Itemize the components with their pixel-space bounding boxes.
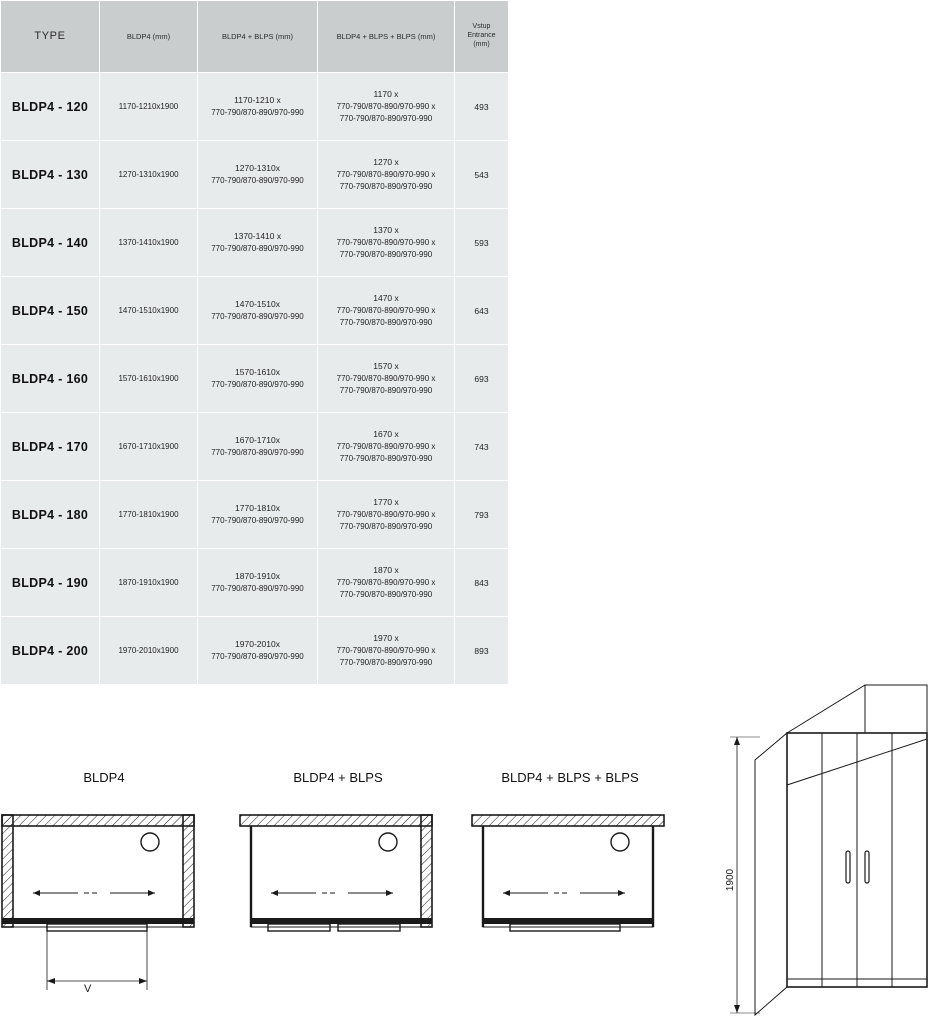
cell-type: BLDP4 - 200: [1, 617, 100, 685]
cell-line: 770-790/870-890/970-990: [339, 521, 433, 531]
cell-bldp4-blps: [198, 209, 318, 277]
cell-line: 770-790/870-890/970-990 x: [336, 373, 436, 383]
cell-entrance: 543: [455, 141, 509, 209]
table-row: [1, 413, 509, 481]
cell-line: 1670 x: [373, 429, 399, 440]
cell-line: 770-790/870-890/970-990 x: [336, 441, 436, 451]
cell-bldp4-blps-blps: [318, 277, 455, 345]
cell-bldp4-blps-blps: [318, 209, 455, 277]
cell-line: 1270 x: [373, 157, 399, 168]
cell-bldp4-blps-blps: [318, 345, 455, 413]
cell-line: 1770-1810x: [235, 503, 280, 514]
cell-bldp4-blps: [198, 277, 318, 345]
cell-bldp4-blps-blps: [318, 617, 455, 685]
cell-line: 770-790/870-890/970-990 x: [336, 509, 436, 519]
cell-line: 1870-1910x: [235, 571, 280, 582]
cell-bldp4: 1670-1710x1900: [100, 413, 198, 481]
diagram-bldp4-blps-blps-svg: [470, 785, 670, 985]
table-row: [1, 481, 509, 549]
cell-line: 770-790/870-890/970-990: [339, 249, 433, 259]
diagram-bldp4-blps: [238, 770, 438, 985]
cell-line: 770-790/870-890/970-990 x: [336, 169, 436, 179]
cell-line: 770-790/870-890/970-990 x: [336, 101, 436, 111]
cell-line: 1470 x: [373, 293, 399, 304]
cell-line: 770-790/870-890/970-990: [211, 311, 304, 321]
cell-line: 770-790/870-890/970-990 x: [336, 305, 436, 315]
cell-line: 770-790/870-890/970-990: [339, 317, 433, 327]
cell-line: 770-790/870-890/970-990: [211, 175, 304, 185]
cell-line: 1670-1710x: [235, 435, 280, 446]
cell-bldp4-blps: [198, 345, 318, 413]
cell-entrance: 593: [455, 209, 509, 277]
cell-line: 770-790/870-890/970-990: [211, 379, 304, 389]
table-header: [1, 1, 509, 73]
isometric-view-svg: [715, 675, 942, 1024]
cell-type: BLDP4 - 120: [1, 73, 100, 141]
table-row: [1, 141, 509, 209]
cell-line: 1970-2010x: [235, 639, 280, 650]
cell-bldp4-blps: [198, 617, 318, 685]
cell-entrance: 893: [455, 617, 509, 685]
entrance-header-line-1: Vstup: [472, 23, 491, 31]
cell-type: BLDP4 - 150: [1, 277, 100, 345]
cell-line: 770-790/870-890/970-990: [339, 113, 433, 123]
cell-line: 1870 x: [373, 565, 399, 576]
cell-line: 770-790/870-890/970-990: [339, 589, 433, 599]
cell-line: 1270-1310x: [235, 163, 280, 174]
table-body: [1, 73, 509, 685]
cell-line: 1170-1210 x: [234, 95, 281, 106]
cell-bldp4: 1470-1510x1900: [100, 277, 198, 345]
cell-entrance: 843: [455, 549, 509, 617]
table-row: [1, 209, 509, 277]
cell-entrance: 643: [455, 277, 509, 345]
cell-bldp4-blps-blps: [318, 549, 455, 617]
cell-bldp4-blps: [198, 73, 318, 141]
cell-line: 770-790/870-890/970-990: [211, 107, 304, 117]
cell-line: 770-790/870-890/970-990: [211, 243, 304, 253]
diagram-caption: BLDP4 + BLPS: [293, 770, 383, 785]
cell-type: BLDP4 - 180: [1, 481, 100, 549]
cell-line: 770-790/870-890/970-990 x: [336, 577, 436, 587]
cell-line: 770-790/870-890/970-990: [339, 181, 433, 191]
isometric-view: [715, 675, 942, 1024]
cell-bldp4-blps-blps: [318, 481, 455, 549]
cell-bldp4: 1870-1910x1900: [100, 549, 198, 617]
cell-line: 1370-1410 x: [233, 231, 282, 242]
cell-bldp4-blps: [198, 481, 318, 549]
cell-line: 1370 x: [373, 225, 399, 236]
cell-bldp4: 1370-1410x1900: [100, 209, 198, 277]
cell-line: 1170 x: [373, 89, 399, 100]
cell-bldp4-blps: [198, 549, 318, 617]
cell-bldp4-blps: [198, 413, 318, 481]
column-header-bldp4: BLDP4 (mm): [100, 1, 198, 73]
cell-line: 1770 x: [373, 497, 399, 508]
cell-type: BLDP4 - 130: [1, 141, 100, 209]
column-header-bldp4-blps: BLDP4 + BLPS (mm): [198, 1, 318, 73]
cell-bldp4-blps-blps: [318, 73, 455, 141]
cell-line: 770-790/870-890/970-990: [211, 515, 304, 525]
column-header-bldp4-blps-blps: BLDP4 + BLPS + BLPS (mm): [318, 1, 455, 73]
height-dimension-label: 1900: [725, 868, 736, 892]
specification-table: [0, 0, 509, 685]
cell-line: 770-790/870-890/970-990: [211, 447, 304, 457]
cell-line: 1570 x: [373, 361, 399, 372]
cell-type: BLDP4 - 160: [1, 345, 100, 413]
cell-entrance: 493: [455, 73, 509, 141]
cell-bldp4: 1770-1810x1900: [100, 481, 198, 549]
entrance-header-line-3: (mm): [473, 40, 490, 48]
diagram-bldp4-blps-blps: [470, 770, 670, 985]
diagram-caption: BLDP4: [83, 770, 125, 785]
cell-line: 770-790/870-890/970-990 x: [336, 645, 436, 655]
cell-entrance: 693: [455, 345, 509, 413]
cell-line: 770-790/870-890/970-990: [339, 385, 433, 395]
table-row: [1, 277, 509, 345]
cell-bldp4-blps-blps: [318, 413, 455, 481]
cell-line: 770-790/870-890/970-990: [339, 453, 433, 463]
cell-line: 770-790/870-890/970-990: [339, 657, 433, 667]
table-header-row: [1, 1, 509, 73]
column-header-entrance: [455, 1, 509, 73]
cell-bldp4: 1170-1210x1900: [100, 73, 198, 141]
table-row: [1, 345, 509, 413]
diagram-bldp4-blps-svg: [238, 785, 438, 985]
plan-diagrams: [0, 770, 720, 1024]
entrance-dimension-label-1: V: [84, 983, 92, 995]
cell-type: BLDP4 - 170: [1, 413, 100, 481]
cell-bldp4: 1570-1610x1900: [100, 345, 198, 413]
cell-type: BLDP4 - 190: [1, 549, 100, 617]
diagram-caption: BLDP4 + BLPS + BLPS: [501, 770, 639, 785]
cell-line: 770-790/870-890/970-990: [211, 651, 304, 661]
table-row: [1, 73, 509, 141]
cell-entrance: 793: [455, 481, 509, 549]
entrance-header-line-2: Entrance: [467, 32, 496, 40]
cell-bldp4: 1270-1310x1900: [100, 141, 198, 209]
column-header-type: TYPE: [1, 1, 100, 73]
table-row: [1, 617, 509, 685]
cell-bldp4-blps: [198, 141, 318, 209]
diagram-bldp4-svg: [0, 785, 208, 1010]
cell-entrance: 743: [455, 413, 509, 481]
cell-line: 1470-1510x: [235, 299, 280, 310]
cell-line: 770-790/870-890/970-990 x: [336, 237, 436, 247]
table-row: [1, 549, 509, 617]
cell-bldp4: 1970-2010x1900: [100, 617, 198, 685]
cell-line: 1970 x: [373, 633, 399, 644]
cell-bldp4-blps-blps: [318, 141, 455, 209]
cell-line: 770-790/870-890/970-990: [211, 583, 304, 593]
cell-type: BLDP4 - 140: [1, 209, 100, 277]
diagram-bldp4: [0, 770, 208, 1010]
cell-line: 1570-1610x: [235, 367, 280, 378]
